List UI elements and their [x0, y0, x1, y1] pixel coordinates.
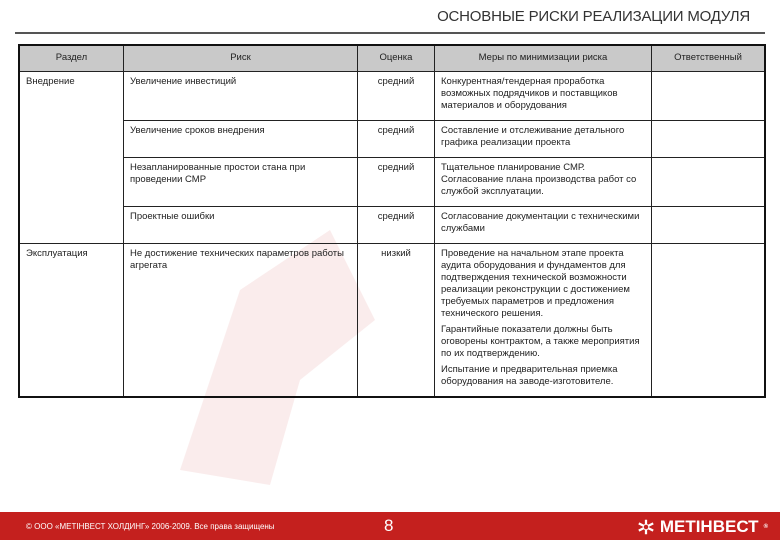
cell-measures [435, 72, 652, 121]
cell-risk: Незапланированные простои стана при проведении СМР [124, 158, 358, 207]
risks-table [18, 44, 766, 398]
table-row [19, 207, 765, 244]
measure-text: Проведение на начальном этапе проекта аудита оборудования и фундаментов для подтверждения технической возможности реализации реконструкции с достижением требуемых параметров и предложения технического решения. [441, 248, 630, 319]
cell-rating: средний [358, 72, 435, 121]
header-section: Раздел [19, 45, 124, 72]
table-row [19, 244, 765, 398]
cell-responsible [652, 244, 766, 398]
cell-measures [435, 158, 652, 207]
company-logo [637, 517, 768, 537]
measure-text: Составление и отслеживание детального графика реализации проекта [441, 125, 625, 148]
logo-star-icon [637, 518, 655, 536]
cell-measures [435, 121, 652, 158]
measure-text: Согласование документации с техническими службами [441, 211, 640, 234]
cell-risk: Увеличение сроков внедрения [124, 121, 358, 158]
table-row [19, 158, 765, 207]
cell-measures [435, 207, 652, 244]
cell-rating: средний [358, 207, 435, 244]
page-number: 8 [384, 516, 394, 535]
cell-rating: средний [358, 158, 435, 207]
cell-risk: Не достижение технических параметров работы агрегата [124, 244, 358, 398]
header-measures: Меры по минимизации риска [435, 45, 652, 72]
measure-text: Конкурентная/тендерная проработка возможных подрядчиков и поставщиков материалов и оборудования [441, 76, 618, 111]
cell-rating: средний [358, 121, 435, 158]
cell-section: Эксплуатация [19, 244, 124, 398]
cell-responsible [652, 158, 766, 207]
table-header-row [19, 45, 765, 72]
measure-text: Испытание и предварительная приемка оборудования на заводе-изготовителе. [441, 364, 618, 387]
table-row [19, 72, 765, 121]
page-title: ОСНОВНЫЕ РИСКИ РЕАЛИЗАЦИИ МОДУЛЯ [437, 8, 750, 25]
copyright-text: © ООО «МЕТІНВЕСТ ХОЛДИНГ» 2006-2009. Все права защищены [26, 522, 275, 531]
header-rating: Оценка [358, 45, 435, 72]
cell-risk: Увеличение инвестиций [124, 72, 358, 121]
title-divider [15, 32, 765, 34]
logo-text: МЕТІНВЕСТ [659, 517, 759, 536]
cell-risk: Проектные ошибки [124, 207, 358, 244]
header-responsible: Ответственный [652, 45, 766, 72]
cell-rating: низкий [358, 244, 435, 398]
cell-measures [435, 244, 652, 398]
cell-section: Внедрение [19, 72, 124, 244]
table-row [19, 121, 765, 158]
header-risk: Риск [124, 45, 358, 72]
measure-text: Гарантийные показатели должны быть оговорены контрактом, а также мероприятия по их подтверждению. [441, 324, 640, 359]
registered-mark: ® [763, 524, 768, 530]
measure-text: Тщательное планирование СМР. Согласование плана производства работ со службой эксплуатации. [441, 162, 637, 197]
cell-responsible [652, 72, 766, 121]
footer-bar [0, 512, 780, 540]
cell-responsible [652, 121, 766, 158]
cell-responsible [652, 207, 766, 244]
